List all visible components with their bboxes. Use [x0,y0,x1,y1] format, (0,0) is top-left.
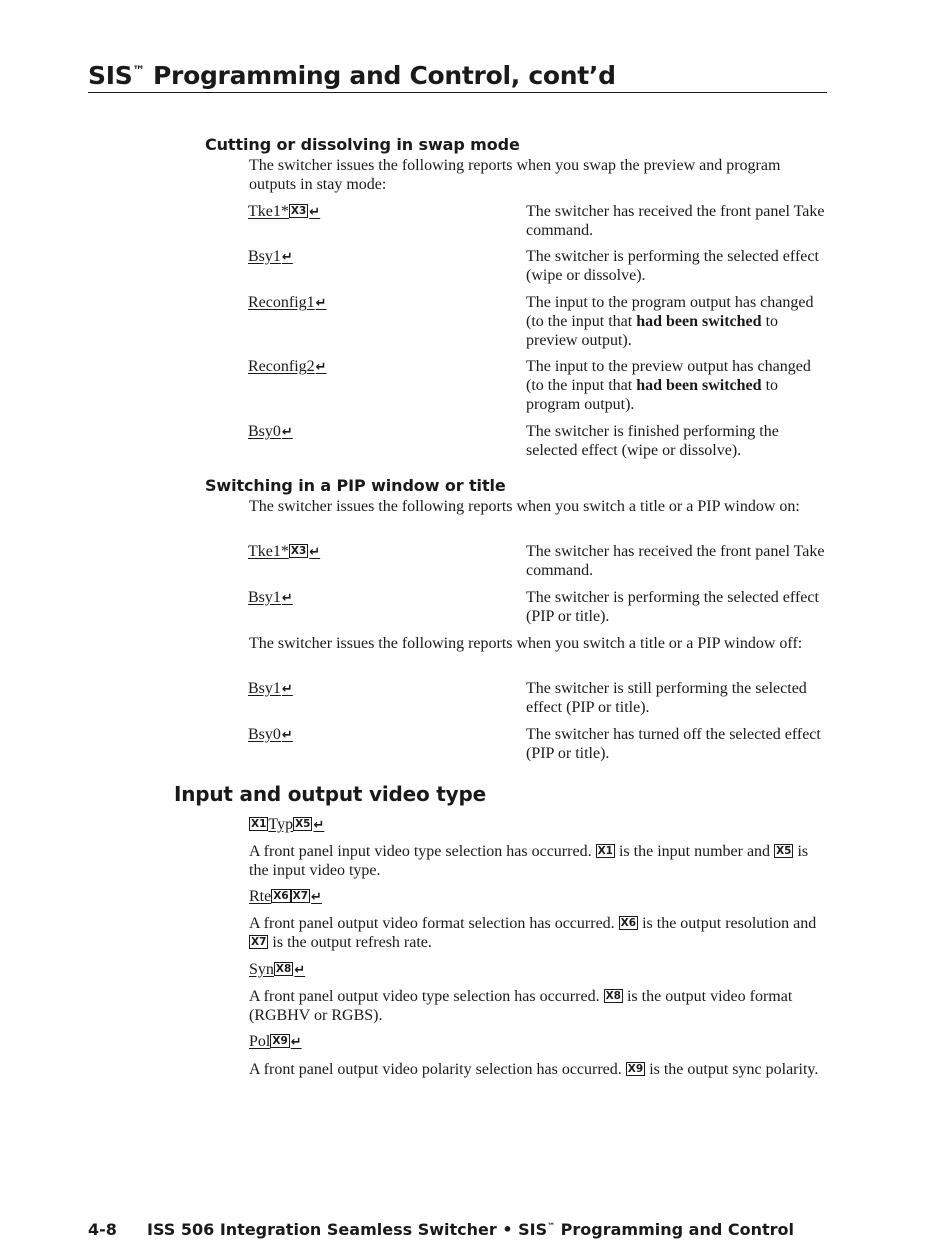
response-code: Tke1* X3 ↵ [248,543,321,560]
response-code: Pol X9 ↵ [249,1033,302,1050]
response-code: Tke1* X3 ↵ [248,203,321,220]
return-icon: ↵ [294,963,306,978]
return-icon: ↵ [315,360,327,375]
return-icon: ↵ [290,1035,302,1050]
response-description: The switcher is performing the selected effect (PIP or title). [526,589,819,625]
section-heading-pip-title: Switching in a PIP window or title [205,476,506,495]
variable-box: X8 [605,990,621,1002]
response-code: Bsy1↵ [248,589,293,606]
return-icon: ↵ [309,545,321,560]
return-icon: ↵ [281,425,293,440]
return-icon: ↵ [281,728,293,743]
swap-mode-intro: The switcher issues the following reports when you swap the preview and program outputs in stay mode: [249,157,781,193]
variable-box: X6 [273,890,289,902]
variable-box: X8 [275,963,292,975]
variable-box: X9 [627,1063,644,1075]
return-icon: ↵ [281,591,293,606]
return-icon: ↵ [311,890,322,905]
page-number: 4-8 [88,1220,117,1239]
variable-box: X7 [251,936,267,948]
response-code: Bsy1↵ [248,680,293,697]
page-title: SIS™ Programming and Control, cont’d [88,60,827,93]
response-code: Rte X6 X7 ↵ [249,888,322,905]
variable-box: X9 [272,1035,288,1047]
response-description: The switcher is finished performing the selected effect (wipe or dissolve). [526,423,779,459]
response-code: Bsy0↵ [248,423,293,440]
response-code: Reconfig2↵ [248,358,327,375]
variable-box: X1 [597,845,613,857]
return-icon: ↵ [309,205,321,220]
response-description: A front panel output video type selection has occurred. X8 is the output video format (RGBHV or RGBS). [249,988,793,1024]
response-description: The switcher has turned off the selected effect (PIP or title). [526,726,821,762]
response-code: Syn X8 ↵ [249,961,306,978]
return-icon: ↵ [313,818,325,833]
section-heading-swap-mode: Cutting or dissolving in swap mode [205,135,520,154]
variable-box: X7 [292,890,309,902]
response-description: The input to the preview output has changed (to the input that had been switched to program output). [526,358,811,413]
response-code: X1 Typ X5 ↵ [251,816,325,833]
variable-box: X5 [776,845,792,857]
response-code: Bsy1↵ [248,248,293,265]
response-description: The switcher has received the front panel Take command. [526,203,825,239]
response-description: The switcher is still performing the selected effect (PIP or title). [526,680,807,716]
response-description: The switcher is performing the selected effect (wipe or dissolve). [526,248,819,284]
response-description: The switcher has received the front panel Take command. [526,543,825,579]
response-description: A front panel output video format selection has occurred. X6 is the output resolution and X7 is the output refresh rate. [249,915,817,951]
response-code: Reconfig1↵ [248,294,327,311]
pip-off-intro: The switcher issues the following reports when you switch a title or a PIP window off: [249,635,803,652]
return-icon: ↵ [281,682,293,697]
variable-box: X3 [290,205,307,217]
section-heading-video-type: Input and output video type [174,782,486,806]
variable-box: X1 [251,818,267,830]
response-code: Bsy0↵ [248,726,293,743]
page-footer: 4-8 ISS 506 Integration Seamless Switcher • SIS™ Programming and Control [88,1220,795,1239]
response-description: A front panel input video type selection has occurred. X1 is the input number and X5 is the input video type. [249,843,809,879]
return-icon: ↵ [315,296,327,311]
return-icon: ↵ [281,250,293,265]
variable-box: X3 [290,545,307,557]
variable-box: X6 [620,917,637,929]
response-description: A front panel output video polarity selection has occurred. X9 is the output sync polarity. [249,1061,819,1078]
pip-on-intro: The switcher issues the following reports when you switch a title or a PIP window on: [249,498,800,515]
variable-box: X5 [295,818,311,830]
response-description: The input to the program output has changed (to the input that had been switched to preview output). [526,294,814,349]
